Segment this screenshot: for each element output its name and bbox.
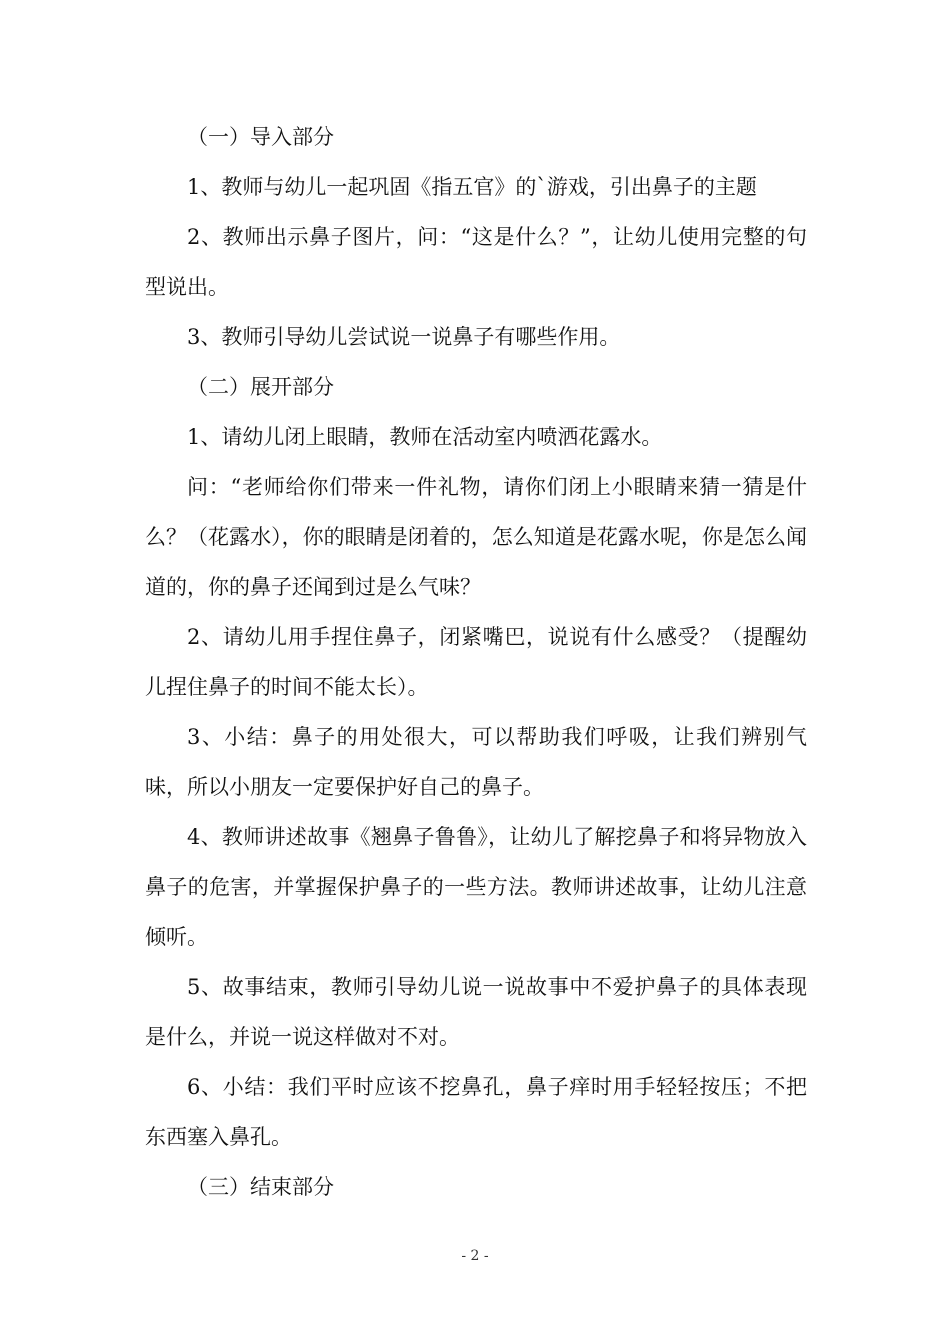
paragraph-intro-3: 3、教师引导幼儿尝试说一说鼻子有哪些作用。 <box>187 325 621 349</box>
paragraph-intro-2: 2、教师出示鼻子图片，问：“这是什么？”，让幼儿使用完整的句型说出。 <box>145 225 807 299</box>
page-number: - 2 - <box>461 1248 489 1264</box>
paragraph-development-question: 问：“老师给你们带来一件礼物，请你们闭上小眼睛来猜一猜是什么？（花露水），你的眼睛是闭着的，怎么知道是花露水呢，你是怎么闻道的，你的鼻子还闻到过是么气味？ <box>145 475 807 599</box>
paragraph-development-6: 6、小结：我们平时应该不挖鼻孔，鼻子痒时用手轻轻按压；不把东西塞入鼻孔。 <box>145 1075 807 1149</box>
paragraph-development-4: 4、教师讲述故事《翘鼻子鲁鲁》，让幼儿了解挖鼻子和将异物放入鼻子的危害，并掌握保护鼻子的一些方法。教师讲述故事，让幼儿注意倾听。 <box>145 825 807 949</box>
paragraph-intro-1: 1、教师与幼儿一起巩固《指五官》的`游戏，引出鼻子的主题 <box>187 175 757 199</box>
section-heading-ending: （三）结束部分 <box>187 1175 334 1199</box>
document-body <box>145 112 807 1212</box>
section-heading-intro: （一）导入部分 <box>187 125 334 149</box>
paragraph-development-3: 3、小结：鼻子的用处很大，可以帮助我们呼吸，让我们辨别气味，所以小朋友一定要保护好自己的鼻子。 <box>145 725 807 799</box>
section-heading-development: （二）展开部分 <box>187 375 334 399</box>
paragraph-development-1: 1、请幼儿闭上眼睛，教师在活动室内喷洒花露水。 <box>187 425 663 449</box>
paragraph-development-2: 2、请幼儿用手捏住鼻子，闭紧嘴巴，说说有什么感受？（提醒幼儿捏住鼻子的时间不能太长）。 <box>145 625 807 699</box>
paragraph-development-5: 5、故事结束，教师引导幼儿说一说故事中不爱护鼻子的具体表现是什么，并说一说这样做对不对。 <box>145 975 807 1049</box>
